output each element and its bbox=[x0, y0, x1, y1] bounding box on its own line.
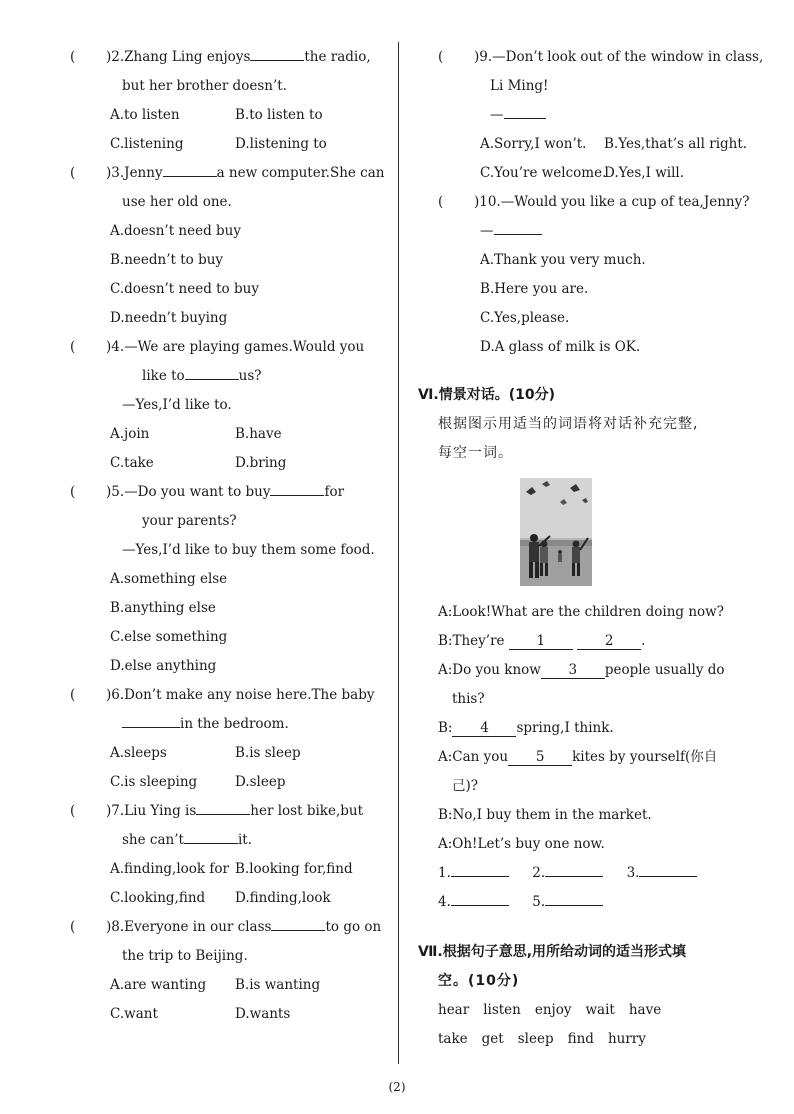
dialogue-text: A:Can you bbox=[438, 749, 509, 765]
section-title: Ⅶ.根据句子意思,用所给动词的适当形式填 bbox=[418, 944, 687, 960]
answer-label: 3. bbox=[626, 865, 640, 881]
answer-label: 5. bbox=[532, 894, 546, 910]
answer-paren: ( bbox=[70, 803, 76, 819]
option-d: D.finding,look bbox=[235, 890, 331, 906]
question-6 bbox=[70, 681, 388, 797]
verb-word: find bbox=[567, 1031, 594, 1047]
answer-blank[interactable] bbox=[196, 800, 250, 815]
page-number: (2) bbox=[388, 1080, 406, 1094]
section-instruction: 每空一词。 bbox=[438, 445, 513, 461]
verb-word: wait bbox=[585, 1002, 615, 1018]
dialogue-text: B:They’re bbox=[438, 633, 505, 649]
option-d: D.wants bbox=[235, 1006, 291, 1022]
section-6 bbox=[418, 380, 758, 917]
question-text: Liu Ying is bbox=[124, 803, 197, 819]
verb-word: sleep bbox=[517, 1031, 554, 1047]
dialogue-blank-2[interactable]: 2 bbox=[577, 633, 641, 650]
question-number: )9. bbox=[474, 49, 493, 65]
option-b: B.anything else bbox=[110, 600, 216, 616]
question-text: to go on bbox=[325, 919, 382, 935]
section-title: Ⅵ.情景对话。(10分) bbox=[418, 387, 555, 403]
option-a: A.join bbox=[110, 426, 150, 442]
option-d: D.listening to bbox=[235, 136, 327, 152]
option-c: C.take bbox=[110, 455, 154, 471]
answer-label: 1. bbox=[438, 865, 451, 881]
question-9 bbox=[438, 43, 764, 188]
verb-word: hear bbox=[438, 1002, 470, 1018]
answer-paren: ( bbox=[70, 687, 76, 703]
right-column bbox=[418, 43, 764, 1054]
question-text: us? bbox=[238, 368, 262, 384]
option-b: B.is wanting bbox=[235, 977, 321, 993]
question-number: )5. bbox=[106, 484, 125, 500]
verb-word: enjoy bbox=[534, 1002, 572, 1018]
dialogue-blank-4[interactable]: 4 bbox=[452, 720, 516, 737]
option-d: D.else anything bbox=[110, 658, 217, 674]
dialogue-blank-3[interactable]: 3 bbox=[541, 662, 605, 679]
question-number: )3. bbox=[106, 165, 125, 181]
answer-blank[interactable] bbox=[504, 104, 546, 119]
question-text: Li Ming! bbox=[490, 78, 549, 94]
question-text: the radio, bbox=[304, 49, 371, 65]
answer-blank[interactable] bbox=[270, 481, 324, 496]
answer-blank[interactable] bbox=[185, 365, 239, 380]
section-instruction: 根据图示用适当的词语将对话补充完整, bbox=[438, 416, 699, 432]
question-text: Everyone in our class bbox=[124, 919, 272, 935]
option-b: B.to listen to bbox=[235, 107, 323, 123]
dialogue-blank-1[interactable]: 1 bbox=[509, 633, 573, 650]
verb-list-row-2 bbox=[418, 1025, 758, 1054]
option-d: D.needn’t buying bbox=[110, 310, 228, 326]
answer-blank[interactable] bbox=[494, 220, 542, 235]
answer-blank-2[interactable] bbox=[545, 862, 603, 877]
answer-blank[interactable] bbox=[163, 162, 217, 177]
option-b: B.have bbox=[235, 426, 282, 442]
answer-paren: ( bbox=[438, 49, 444, 65]
option-a: A.doesn’t need buy bbox=[110, 223, 241, 239]
answer-label: 4. bbox=[438, 894, 451, 910]
verb-word: get bbox=[481, 1031, 504, 1047]
dialogue-text: kites by yourself(你自 bbox=[572, 749, 718, 765]
question-text: in the bedroom. bbox=[180, 716, 289, 732]
question-text: it. bbox=[237, 832, 252, 848]
answer-paren: ( bbox=[70, 49, 76, 65]
option-b: B.is sleep bbox=[235, 745, 301, 761]
answer-label: 2. bbox=[532, 865, 546, 881]
option-c: C.want bbox=[110, 1006, 158, 1022]
question-text: —Don’t look out of the window in class, bbox=[492, 49, 764, 65]
option-a: A.sleeps bbox=[110, 745, 167, 761]
question-text: use her old one. bbox=[122, 194, 232, 210]
question-2 bbox=[70, 43, 388, 159]
question-text: — bbox=[480, 223, 494, 239]
question-text: but her brother doesn’t. bbox=[122, 78, 287, 94]
answer-blank-4[interactable] bbox=[451, 891, 509, 906]
question-text: a new computer.She can bbox=[216, 165, 385, 181]
verb-word: have bbox=[628, 1002, 662, 1018]
question-text: the trip to Beijing. bbox=[122, 948, 248, 964]
question-text: her lost bike,but bbox=[250, 803, 363, 819]
question-4 bbox=[70, 333, 388, 478]
dialogue-line: this? bbox=[452, 691, 485, 707]
dialogue-line: A:Look!What are the children doing now? bbox=[438, 604, 724, 620]
question-8 bbox=[70, 913, 388, 1029]
column-divider bbox=[398, 42, 399, 1064]
kite-flying-illustration bbox=[520, 478, 592, 586]
answer-paren: ( bbox=[70, 919, 76, 935]
option-d: D.bring bbox=[235, 455, 287, 471]
answer-paren: ( bbox=[70, 484, 76, 500]
dialogue-blank-5[interactable]: 5 bbox=[508, 749, 572, 766]
section-7 bbox=[418, 937, 758, 1054]
answer-blank[interactable] bbox=[271, 916, 325, 931]
option-b: B.Here you are. bbox=[480, 281, 589, 297]
option-a: A.to listen bbox=[110, 107, 180, 123]
question-5 bbox=[70, 478, 388, 681]
question-text: —Do you want to buy bbox=[124, 484, 271, 500]
option-a: A.are wanting bbox=[110, 977, 207, 993]
section-title-cont: 空。(10分) bbox=[438, 973, 520, 989]
option-b: B.looking for,find bbox=[235, 861, 353, 877]
question-text: for bbox=[324, 484, 345, 500]
question-text: —We are playing games.Would you bbox=[124, 339, 365, 355]
option-a: A.Sorry,I won’t. bbox=[480, 136, 587, 152]
question-number: )4. bbox=[106, 339, 125, 355]
question-text: —Yes,I’d like to. bbox=[122, 397, 232, 413]
answer-blank[interactable] bbox=[250, 46, 304, 61]
option-d: D.A glass of milk is OK. bbox=[480, 339, 641, 355]
option-c: C.You’re welcome. bbox=[480, 165, 607, 181]
answer-blank[interactable] bbox=[122, 713, 180, 728]
question-text: —Yes,I’d like to buy them some food. bbox=[122, 542, 375, 558]
dialogue-line: A:Oh!Let’s buy one now. bbox=[438, 836, 605, 852]
dialogue-text: A:Do you know bbox=[438, 662, 541, 678]
question-7 bbox=[70, 797, 388, 913]
dialogue-text: spring,I think. bbox=[516, 720, 614, 736]
question-number: )2. bbox=[106, 49, 125, 65]
answer-blank-5[interactable] bbox=[545, 891, 603, 906]
option-d: D.sleep bbox=[235, 774, 286, 790]
answer-blank-1[interactable] bbox=[451, 862, 509, 877]
dialogue-text: B: bbox=[438, 720, 453, 736]
question-text: Zhang Ling enjoys bbox=[124, 49, 251, 65]
dialogue-text: people usually do bbox=[604, 662, 725, 678]
question-10 bbox=[438, 188, 758, 362]
option-c: C.doesn’t need to buy bbox=[110, 281, 259, 297]
option-d: D.Yes,I will. bbox=[604, 165, 685, 181]
question-3 bbox=[70, 159, 388, 333]
option-a: A.Thank you very much. bbox=[480, 252, 646, 268]
question-text: Jenny bbox=[124, 165, 163, 181]
answer-blank[interactable] bbox=[184, 829, 238, 844]
option-c: C.else something bbox=[110, 629, 228, 645]
question-number: )8. bbox=[106, 919, 125, 935]
answer-paren: ( bbox=[70, 165, 76, 181]
option-c: C.looking,find bbox=[110, 890, 206, 906]
dialogue-text: . bbox=[641, 633, 646, 649]
option-b: B.needn’t to buy bbox=[110, 252, 224, 268]
verb-list-row-1 bbox=[418, 996, 758, 1025]
answer-paren: ( bbox=[70, 339, 76, 355]
answer-blank-3[interactable] bbox=[639, 862, 697, 877]
question-text: —Would you like a cup of tea,Jenny? bbox=[500, 194, 750, 210]
option-a: A.something else bbox=[110, 571, 228, 587]
question-text: like to bbox=[142, 368, 185, 384]
verb-word: hurry bbox=[607, 1031, 646, 1047]
answer-paren: ( bbox=[438, 194, 444, 210]
verb-word: listen bbox=[483, 1002, 521, 1018]
question-text: — bbox=[490, 107, 504, 123]
dialogue-line: B:No,I buy them in the market. bbox=[438, 807, 652, 823]
question-number: )7. bbox=[106, 803, 125, 819]
question-text: your parents? bbox=[142, 513, 237, 529]
option-c: C.Yes,please. bbox=[480, 310, 570, 326]
left-column bbox=[70, 43, 388, 1029]
question-number: )6. bbox=[106, 687, 125, 703]
dialogue-line: 己)? bbox=[452, 778, 479, 794]
question-number: )10. bbox=[474, 194, 501, 210]
option-b: B.Yes,that’s all right. bbox=[604, 136, 748, 152]
option-a: A.finding,look for bbox=[110, 861, 229, 877]
question-text: Don’t make any noise here.The baby bbox=[124, 687, 375, 703]
question-text: she can’t bbox=[122, 832, 184, 848]
option-c: C.listening bbox=[110, 136, 184, 152]
option-c: C.is sleeping bbox=[110, 774, 198, 790]
verb-word: take bbox=[438, 1031, 468, 1047]
